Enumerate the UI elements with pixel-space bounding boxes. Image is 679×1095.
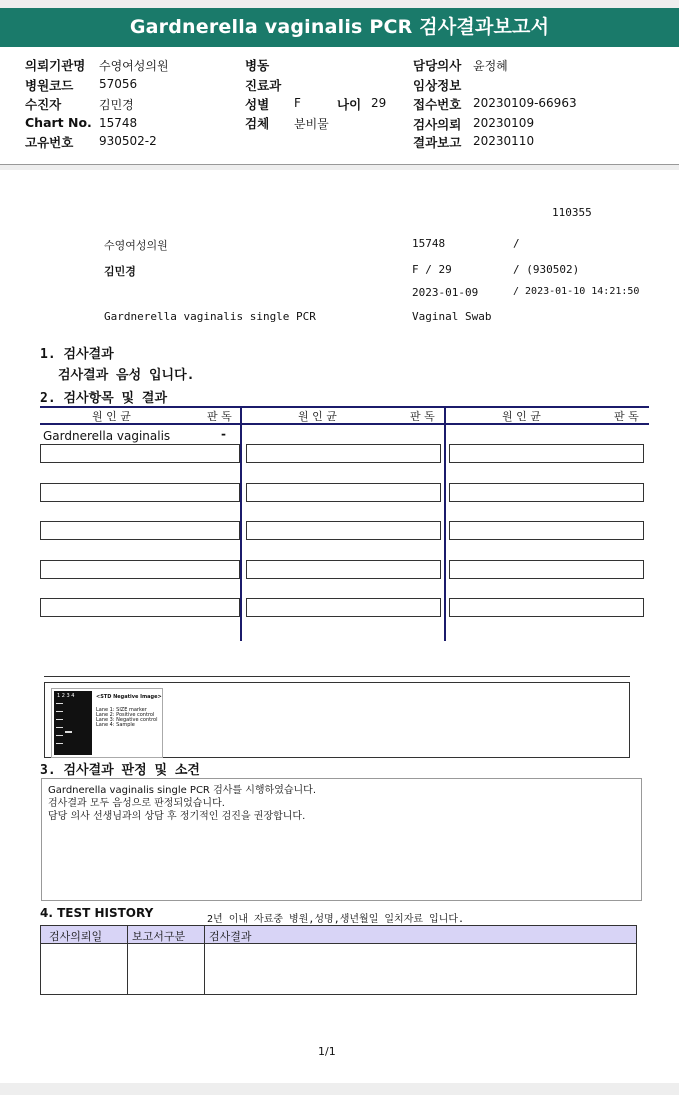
result-cell (246, 560, 441, 579)
receipt-label: 접수번호 (413, 97, 462, 112)
result-cell (449, 560, 644, 579)
gel-lane4: Lane 4: Sample (96, 722, 135, 728)
hospital-label: 의뢰기관명 (25, 58, 86, 73)
specimen-value: 분비물 (294, 117, 329, 131)
dept-label: 진료과 (245, 78, 282, 93)
finding-line: Gardnerella vaginalis single PCR 검사를 시행하였습니다. (48, 785, 317, 796)
id-label: 고유번호 (25, 135, 74, 150)
paper-sex-age: F / 29 (412, 263, 452, 276)
sex-label: 성별 (245, 97, 270, 112)
report-header (0, 47, 679, 165)
paper-date-request: 2023-01-09 (412, 286, 479, 299)
id-value: 930502-2 (99, 134, 157, 148)
history-col-date: 검사의뢰일 (49, 930, 103, 943)
gel-divider (44, 676, 630, 677)
col-organism-2: 원 인 균 (298, 410, 337, 423)
table-divider-1 (240, 406, 242, 641)
table-head-rule (40, 423, 649, 425)
result-cell (40, 483, 240, 502)
gel-lane3: Lane 3: Negative control (96, 717, 158, 723)
report-value: 20230110 (473, 134, 535, 148)
gel-lane1: Lane 1: SIZE marker (96, 707, 147, 713)
receipt-value: 20230109-66963 (473, 96, 577, 110)
doc-number: 110355 (552, 206, 592, 219)
gel-lane-numbers: 1 2 3 4 (57, 693, 75, 699)
chart-value: 15748 (99, 116, 138, 130)
age-value: 29 (371, 96, 387, 110)
organism-result: - (221, 427, 226, 441)
gel-image (51, 688, 163, 758)
age-label: 나이 (337, 97, 362, 112)
page-number: 1/1 (318, 1045, 336, 1058)
request-label: 검사의뢰 (413, 117, 462, 132)
request-value: 20230109 (473, 116, 535, 130)
result-cell (40, 521, 240, 540)
col-judge-1: 판 독 (207, 410, 232, 423)
paper-patient: 김민경 (104, 265, 136, 278)
result-cell (40, 598, 240, 617)
report-title: Gardnerella vaginalis PCR 검사결과보고서 (0, 8, 679, 47)
sex-value: F (294, 96, 301, 110)
result-cell (246, 521, 441, 540)
paper-slash: / (513, 237, 520, 250)
history-col-type: 보고서구분 (132, 930, 186, 943)
gel-photo (54, 691, 92, 755)
result-cell (246, 598, 441, 617)
result-cell (40, 560, 240, 579)
result-cell (246, 483, 441, 502)
doctor-value: 윤정혜 (473, 59, 508, 73)
hospital-value: 수영여성의원 (99, 59, 169, 73)
report-page (0, 170, 679, 1083)
table-divider-2 (444, 406, 446, 641)
specimen-label: 검체 (245, 116, 270, 131)
result-cell (246, 444, 441, 463)
section2-title: 2. 검사항목 및 결과 (40, 391, 168, 406)
code-label: 병원코드 (25, 78, 74, 93)
organism-name: Gardnerella vaginalis (43, 429, 171, 443)
col-organism-1: 원 인 균 (92, 410, 131, 423)
section3-title: 3. 검사결과 판정 및 소견 (40, 763, 200, 778)
table-top-rule (40, 406, 649, 408)
findings-box (41, 778, 642, 901)
paper-date-report: / 2023-01-10 14:21:50 (513, 286, 640, 297)
patient-value: 김민경 (99, 98, 134, 112)
result-cell (449, 598, 644, 617)
code-value: 57056 (99, 77, 138, 91)
section4-title: 4. TEST HISTORY (40, 906, 154, 920)
history-col-result: 검사결과 (209, 930, 252, 943)
history-table-header (41, 926, 636, 944)
paper-test-name: Gardnerella vaginalis single PCR (104, 310, 316, 323)
paper-hospital: 수영여성의원 (104, 239, 168, 252)
result-cell (449, 483, 644, 502)
doctor-label: 담당의사 (413, 58, 462, 73)
section1-title: 1. 검사결과 (40, 347, 114, 362)
chart-label: Chart No. (25, 115, 92, 130)
clinical-label: 임상정보 (413, 78, 462, 93)
gel-lane2: Lane 2: Positive control (96, 712, 155, 718)
history-table (40, 925, 637, 995)
finding-line: 검사결과 모두 음성으로 판정되었습니다. (48, 798, 225, 809)
report-label: 결과보고 (413, 135, 462, 150)
patient-label: 수진자 (25, 97, 62, 112)
paper-chart: 15748 (412, 237, 446, 250)
result-summary: 검사결과 음성 입니다. (58, 368, 195, 383)
col-judge-3: 판 독 (614, 410, 639, 423)
result-cell (449, 444, 644, 463)
history-note: 2년 이내 자료중 병원,성명,생년월일 일치자료 입니다. (207, 914, 465, 925)
finding-line: 담당 의사 선생님과의 상담 후 정기적인 검진을 권장합니다. (48, 811, 306, 822)
ward-label: 병동 (245, 58, 270, 73)
result-cell (40, 444, 240, 463)
result-cell (449, 521, 644, 540)
col-organism-3: 원 인 균 (502, 410, 541, 423)
paper-specimen: Vaginal Swab (412, 310, 492, 323)
gel-title: <STD Negative Image> (96, 694, 162, 700)
col-judge-2: 판 독 (410, 410, 435, 423)
gel-image-frame (44, 682, 630, 758)
paper-birth: / (930502) (513, 263, 580, 276)
